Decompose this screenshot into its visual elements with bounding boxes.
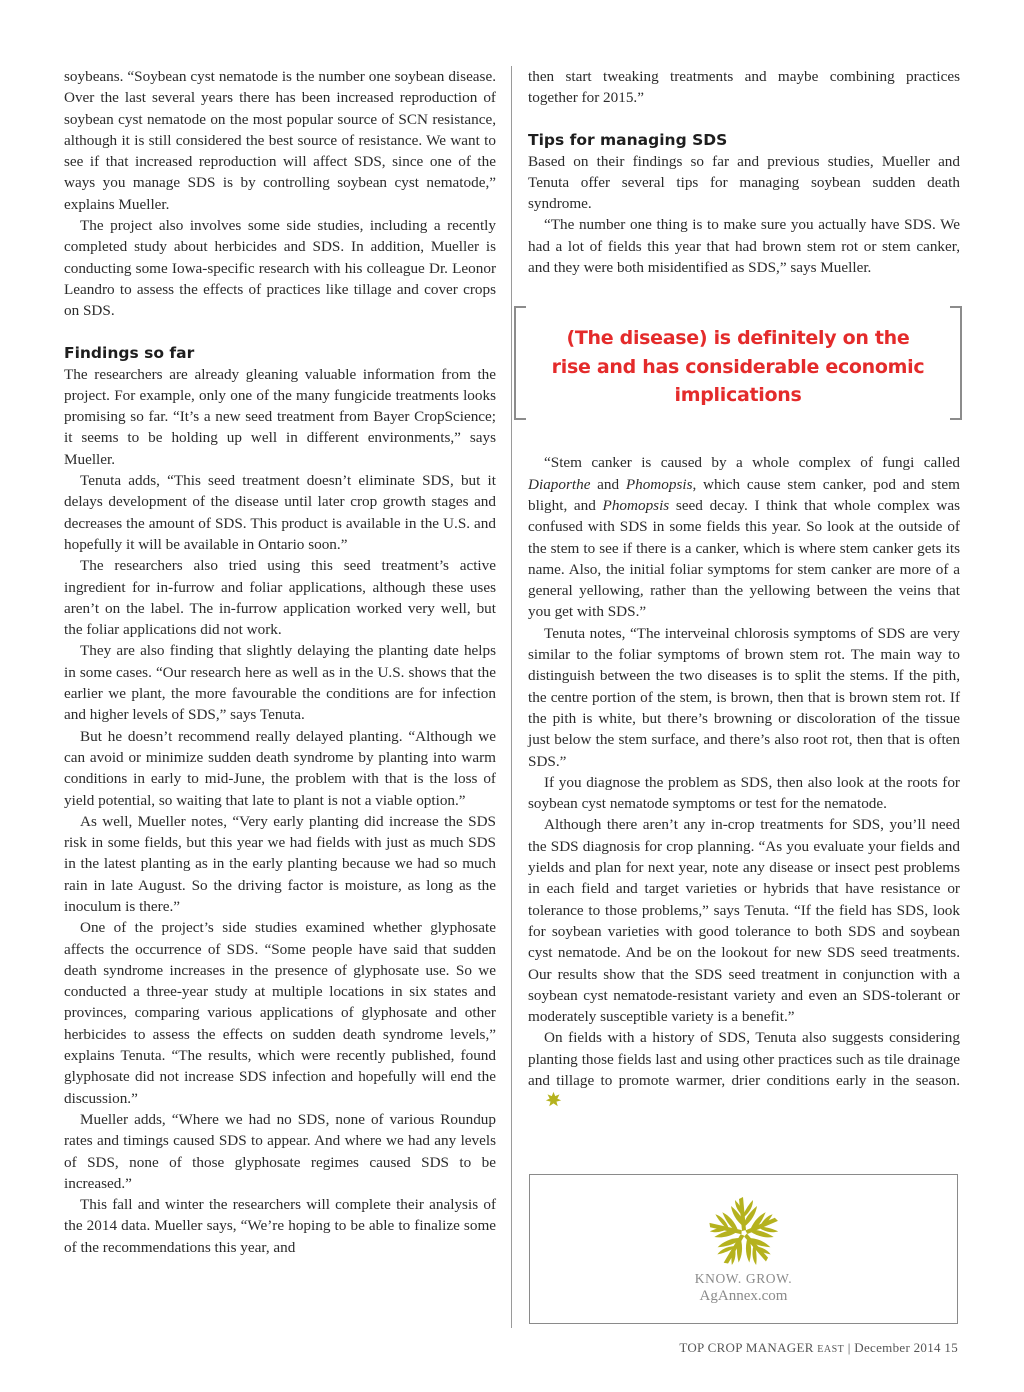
- paragraph: If you diagnose the problem as SDS, then also look at the roots for soybean cyst nematode symptoms or test for the nematode.: [528, 773, 960, 813]
- wheat-star-logo-icon: [704, 1193, 784, 1269]
- paragraph: On fields with a history of SDS, Tenuta also suggests considering planting those fields last and using other practices such as tile drainage and tillage to promote warmer, drier conditions early in the season.: [528, 1027, 960, 1114]
- ad-url-link[interactable]: AgAnnex.com: [699, 1288, 788, 1304]
- left-column: [64, 66, 496, 1258]
- footer-separator: |: [847, 1340, 851, 1355]
- paragraph: The project also involves some side studies, including a recently completed study about herbicides and SDS. In addition, Mueller is conducting some Iowa-specific research with his colleague Dr. Leonor Leandro to assess the effects of practices like tillage and cover crops on SDS.: [64, 217, 496, 320]
- paragraph: They are also finding that slightly delaying the planting date helps in some cases. “Our research here as well as in the U.S. shows that the earlier we plant, the more favourable the conditions are for infection and higher levels of SDS,” says Tenuta.: [64, 642, 496, 724]
- paragraph: “Stem canker is caused by a whole complex of fungi called Diaporthe and Phomopsis, which cause stem canker, pod and stem blight, and Phomopsis seed decay. I think that whole complex was confused with SDS in some fields this year. So look at the outside of the stem to see if there is a canker, which is where stem canker gets its name. Also, the initial foliar symptoms for stem canker are more of a general yellowing, rather than the yellowing between the veins that you get with SDS.”: [528, 454, 960, 621]
- paragraph: Based on their findings so far and previous studies, Mueller and Tenuta offer several tips for managing soybean sudden death syndrome.: [528, 152, 960, 213]
- column-divider: [511, 66, 512, 1328]
- paragraph: Tenuta adds, “This seed treatment doesn’t eliminate SDS, but it delays development of the disease until later crop growth stages and decreases the amount of SDS. This product is available in the U.S. and hopefully it will be available in Ontario soon.”: [64, 472, 496, 553]
- paragraph: Mueller adds, “Where we had no SDS, none of various Roundup rates and timings caused SDS to appear. And where we had any levels of SDS, none of those glyphosate regimes caused SDS to be increased.”: [64, 1110, 496, 1192]
- ad-tagline: KNOW. GROW.: [694, 1271, 793, 1286]
- paragraph: As well, Mueller notes, “Very early planting did increase the SDS risk in some fields, but this year we had fields with just as much SDS in the latest planting as in the early planting because we had so much rain in late August. So the driving factor is moisture, as long as the inoculum is there.”: [64, 812, 496, 915]
- paragraph: then start tweaking treatments and maybe combining practices together for 2015.”: [528, 68, 960, 107]
- paragraph: This fall and winter the researchers will complete their analysis of the 2014 data. Mueller says, “We’re hoping to be able to finalize some of the recommendations this year, and: [64, 1196, 496, 1256]
- magazine-name: TOP CROP MANAGER: [679, 1340, 814, 1355]
- page-number: 15: [944, 1340, 958, 1355]
- issue-date: December 2014: [854, 1340, 941, 1355]
- paragraph: But he doesn’t recommend really delayed planting. “Although we can avoid or minimize sudden death syndrome by planting into warm conditions in early to mid-June, the problem with that is the loss of yield potential, so waiting that late to plant is not a viable option.”: [64, 727, 496, 809]
- bracket-left: [514, 306, 526, 420]
- magazine-edition: EAST: [817, 1344, 845, 1355]
- section-heading-findings: Findings so far: [64, 343, 195, 362]
- paragraph: Although there aren’t any in-crop treatments for SDS, you’ll need the SDS diagnosis for crop planning. “As you evaluate your fields and yields and plan for next year, note any disease or insect pest problems in each field and target varieties or hybrids that have resistance or tolerance to those problems,” says Tenuta. “If the field has SDS, look for soybean varieties with good tolerance to both SDS and soybean cyst nematode. And be on the lookout for new SDS seed treatments. Our results show that the SDS seed treatment in conjunction with a soybean cyst nematode-resistant variety and even an SDS-tolerant or moderately susceptible variety is a benefit.”: [528, 816, 960, 1026]
- paragraph: soybeans. “Soybean cyst nematode is the number one soybean disease. Over the last several years there has been increased reproduction of soybean cyst nematode on the most popular source of SCN resistance, although it is still considered the best source of resistance. We want to see if that increased reproduction will affect SDS, since one of the ways you manage SDS is by controlling soybean cyst nematode,” explains Mueller.: [64, 68, 496, 213]
- end-of-article-leaf-icon: [529, 1091, 562, 1114]
- right-column: [528, 66, 960, 1115]
- section-heading-tips: Tips for managing SDS: [528, 130, 728, 149]
- aganex-advertisement[interactable]: [529, 1174, 958, 1324]
- page-footer: [679, 1340, 958, 1356]
- paragraph: “The number one thing is to make sure you actually have SDS. We had a lot of fields this year that had brown stem rot or stem canker, and they were both misidentified as SDS,” says Mueller.: [528, 216, 960, 277]
- bracket-right: [950, 306, 962, 420]
- paragraph: One of the project’s side studies examined whether glyphosate affects the occurrence of SDS. “Some people have said that sudden death syndrome increases in the presence of glyphosate use. So we conducted a three-year study at multiple locations in six states and provinces, comparing various applications of glyphosate and other herbicides to assess the effects on sudden death syndrome levels,” explains Tenuta. “The results, which were recently published, found glyphosate did not increase SDS infection and hopefully will end the discussion.”: [64, 919, 496, 1107]
- paragraph: The researchers also tried using this seed treatment’s active ingredient for in-furrow and foliar applications, although these uses aren’t on the label. The in-furrow application worked very well, but the foliar applications did not work.: [64, 557, 496, 639]
- paragraph: The researchers are already gleaning valuable information from the project. For example, only one of the many fungicide treatments looks promising so far. “It’s a new seed treatment from Bayer CropScience; it seems to be holding up well in different environments,” says Mueller.: [64, 365, 496, 468]
- paragraph: Tenuta notes, “The interveinal chlorosis symptoms of SDS are very similar to the foliar symptoms of brown stem rot. The main way to distinguish between the two diseases is to split the stems. If the pith, the centre portion of the stem, is brown, then that is brown stem rot. If the pith is white, but there’s browning or discoloration of the tissue just below the stem surface, and there’s also root rot, then that is often SDS.”: [528, 624, 960, 770]
- pull-quote: [514, 306, 962, 420]
- pull-quote-text: (The disease) is definitely on the rise and has considerable economic implications: [551, 327, 925, 407]
